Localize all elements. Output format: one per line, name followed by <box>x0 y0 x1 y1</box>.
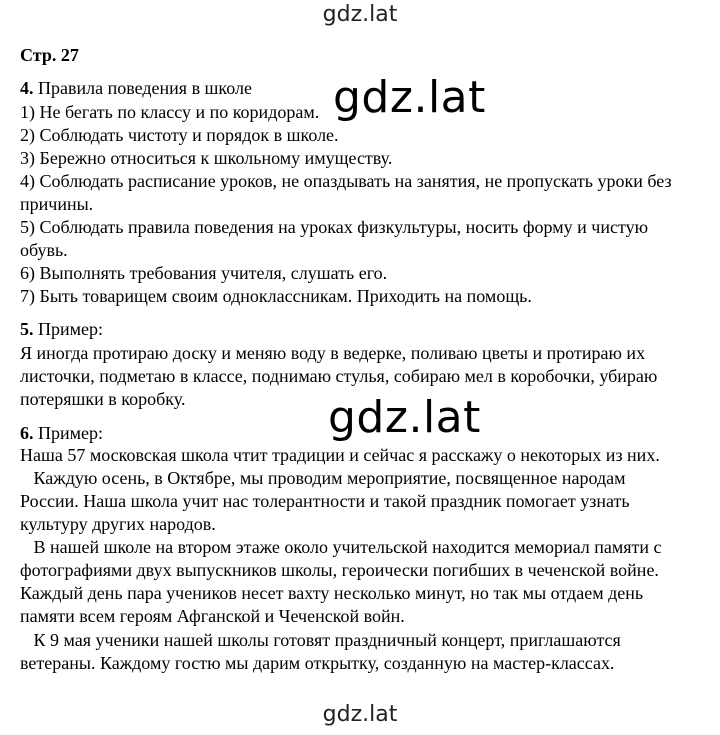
task4-item: 2) Соблюдать чистоту и порядок в школе. <box>20 125 339 145</box>
task4-item: 1) Не бегать по классу и по коридорам. <box>20 102 320 122</box>
task4-item: 5) Соблюдать правила поведения на уроках физкультуры, носить форму и чистую <box>20 217 649 237</box>
watermark-top: gdz.lat <box>322 2 398 27</box>
task6-title: Пример: <box>33 423 104 443</box>
task4-item: 6) Выполнять требования учителя, слушать его. <box>20 263 388 283</box>
task6-line: России. Наша школа учит нас толерантности и такой праздник помогает узнать <box>20 491 630 511</box>
task6-line: культуру других народов. <box>20 514 216 534</box>
task4-title: Правила поведения в школе <box>33 78 252 98</box>
task4-item: 4) Соблюдать расписание уроков, не опаздывать на занятия, не пропускать уроки без <box>20 171 672 191</box>
watermark-middle-1: gdz.lat <box>333 72 486 123</box>
task6-number: 6. <box>20 423 34 443</box>
watermark-bottom: gdz.lat <box>322 702 398 727</box>
task4-number: 4. <box>20 78 34 98</box>
task6-heading <box>20 422 103 444</box>
task4-item: 3) Бережно относиться к школьному имуществу. <box>20 148 393 168</box>
task6-line: Наша 57 московская школа чтит традиции и сейчас я расскажу о некоторых из них. <box>20 445 660 465</box>
task4-item: обувь. <box>20 240 68 260</box>
watermark-middle-2: gdz.lat <box>328 392 481 443</box>
task6-line: Каждый день пара учеников несет вахту несколько минут, но так мы отдаем день <box>20 583 644 603</box>
task5-heading <box>20 318 103 340</box>
task4-item: причины. <box>20 194 94 214</box>
task6-line: К 9 мая ученики нашей школы готовят праздничный концерт, приглашаются <box>20 630 621 650</box>
task6-line: Каждую осень, в Октябре, мы проводим мероприятие, посвященное народам <box>20 468 626 488</box>
task5-line: потеряшки в коробку. <box>20 389 186 409</box>
task6-line: памяти всем героям Афганской и Чеченской войн. <box>20 606 405 626</box>
task6-line: ветераны. Каждому гостю мы дарим открытку, созданную на мастер-классах. <box>20 653 615 673</box>
page-title: Стр. 27 <box>20 45 79 65</box>
task5-number: 5. <box>20 319 34 339</box>
task5-line: листочки, подметаю в классе, поднимаю стулья, собираю мел в коробочки, убираю <box>20 366 658 386</box>
task5-line: Я иногда протираю доску и меняю воду в ведерке, поливаю цветы и протираю их <box>20 343 646 363</box>
task6-line: фотографиями двух выпускников школы, героически погибших в чеченской войне. <box>20 560 659 580</box>
task6-line: В нашей школе на втором этаже около учительской находится мемориал памяти с <box>20 537 662 557</box>
task4-item: 7) Быть товарищем своим одноклассникам. Приходить на помощь. <box>20 286 532 306</box>
task4-heading <box>20 77 252 99</box>
task5-title: Пример: <box>33 319 104 339</box>
